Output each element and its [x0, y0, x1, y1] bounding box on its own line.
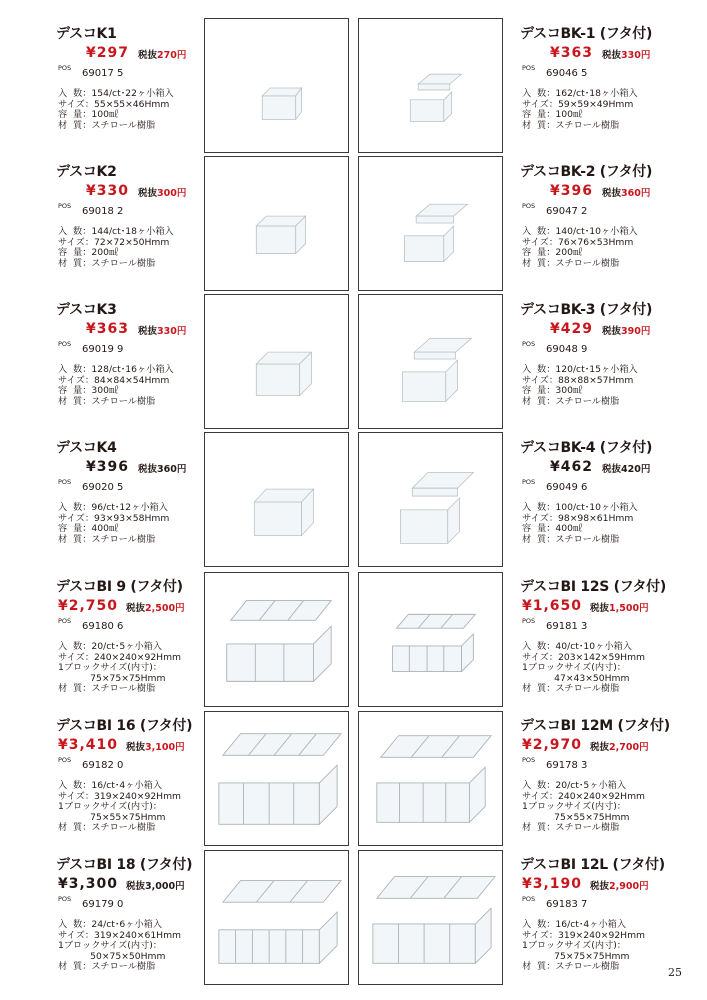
product-photo-bi12l — [358, 850, 503, 985]
product-photo-k2 — [204, 156, 349, 291]
pos-number: 69183 7 — [546, 899, 588, 910]
spec-list: 入 数：24/ct･6ヶ小箱入 サイズ：319×240×61Hmm 1ブロックサイズ(内寸)： 50×75×50Hmm 材 質：スチロール樹脂 — [58, 919, 181, 973]
spec-list: 入 数：140/ct･10ヶ小箱入 サイズ：76×76×53Hmm 容 量：200㎖ 材 質：スチロール樹脂 — [522, 226, 638, 269]
pos-label: POS — [58, 617, 72, 625]
clear-lidded-box-icon — [359, 433, 502, 566]
product-photo-bi12s — [358, 572, 503, 707]
price-tax-excl: 税抜3,100円 — [126, 742, 185, 753]
price-tax-incl: ¥363 — [86, 321, 129, 337]
clear-lidded-box-icon — [359, 157, 502, 290]
pos-number: 69049 6 — [546, 482, 588, 493]
price-tax-incl: ¥330 — [86, 183, 129, 199]
product-name: デスコK3 — [56, 302, 117, 318]
clear-box-icon — [205, 19, 348, 152]
product-photo-k1 — [204, 18, 349, 153]
product-name: デスコK4 — [56, 440, 117, 456]
spec-list: 入 数：20/ct･5ヶ小箱入 サイズ：240×240×92Hmm 1ブロックサイズ(内寸)： 75×55×75Hmm 材 質：スチロール樹脂 — [522, 780, 645, 834]
price-tax-incl: ¥396 — [550, 183, 593, 199]
clear-lidded-box-icon — [359, 19, 502, 152]
pos-number: 69180 6 — [82, 621, 124, 632]
price-tax-excl: 税抜2,900円 — [590, 881, 649, 892]
spec-list: 入 数：144/ct･18ヶ小箱入 サイズ：72×72×50Hmm 容 量：200㎖ 材 質：スチロール樹脂 — [58, 226, 174, 269]
pos-number: 69178 3 — [546, 760, 588, 771]
product-photo-bi18 — [204, 850, 349, 985]
spec-list: 入 数：96/ct･12ヶ小箱入 サイズ：93×93×58Hmm 容 量：400㎖ 材 質：スチロール樹脂 — [58, 502, 170, 545]
spec-list: 入 数：128/ct･16ヶ小箱入 サイズ：84×84×54Hmm 容 量：300㎖ 材 質：スチロール樹脂 — [58, 364, 174, 407]
clear-partition-box-icon — [359, 573, 502, 706]
pos-label: POS — [522, 202, 536, 210]
spec-list: 入 数：16/ct･4ヶ小箱入 サイズ：319×240×92Hmm 1ブロックサイズ(内寸)： 75×55×75Hmm 材 質：スチロール樹脂 — [58, 780, 181, 834]
product-photo-bk1 — [358, 18, 503, 153]
pos-label: POS — [58, 202, 72, 210]
product-photo-bk4 — [358, 432, 503, 567]
price-tax-incl: ¥1,650 — [522, 598, 583, 614]
price-tax-incl: ¥3,300 — [58, 876, 119, 892]
price-tax-incl: ¥2,970 — [522, 737, 583, 753]
pos-label: POS — [58, 756, 72, 764]
pos-number: 69019 9 — [82, 344, 124, 355]
product-name: デスコBK-2 (フタ付) — [520, 164, 653, 180]
clear-lidded-box-icon — [359, 295, 502, 428]
price-tax-excl: 税抜270円 — [138, 50, 187, 61]
price-tax-incl: ¥3,190 — [522, 876, 583, 892]
pos-label: POS — [522, 478, 536, 486]
price-tax-incl: ¥396 — [86, 459, 129, 475]
product-name: デスコBI 18 (フタ付) — [56, 857, 193, 873]
price-tax-excl: 税抜2,700円 — [590, 742, 649, 753]
price-tax-excl: 税抜360円 — [138, 464, 187, 475]
product-name: デスコK1 — [56, 26, 117, 42]
product-photo-bi9 — [204, 572, 349, 707]
pos-label: POS — [522, 895, 536, 903]
product-name: デスコBI 12M (フタ付) — [520, 718, 670, 734]
pos-label: POS — [522, 340, 536, 348]
product-photo-bi16 — [204, 711, 349, 846]
clear-partition-box-icon — [359, 712, 502, 845]
pos-label: POS — [58, 64, 72, 72]
clear-box-icon — [205, 433, 348, 566]
clear-partition-box-icon — [205, 712, 348, 845]
price-tax-incl: ¥297 — [86, 45, 129, 61]
pos-number: 69179 0 — [82, 899, 124, 910]
spec-list: 入 数：100/ct･10ヶ小箱入 サイズ：98×98×61Hmm 容 量：400㎖ 材 質：スチロール樹脂 — [522, 502, 638, 545]
price-tax-excl: 税抜330円 — [138, 326, 187, 337]
product-name: デスコBI 16 (フタ付) — [56, 718, 193, 734]
price-tax-excl: 税抜420円 — [602, 464, 651, 475]
pos-label: POS — [58, 340, 72, 348]
price-tax-excl: 税抜300円 — [138, 188, 187, 199]
price-tax-excl: 税抜390円 — [602, 326, 651, 337]
price-tax-incl: ¥2,750 — [58, 598, 119, 614]
product-name: デスコBI 12S (フタ付) — [520, 579, 666, 595]
price-tax-excl: 税抜2,500円 — [126, 603, 185, 614]
pos-label: POS — [522, 756, 536, 764]
pos-number: 69048 9 — [546, 344, 588, 355]
clear-box-icon — [205, 157, 348, 290]
price-tax-incl: ¥462 — [550, 459, 593, 475]
product-name: デスコBK-4 (フタ付) — [520, 440, 653, 456]
pos-label: POS — [58, 478, 72, 486]
product-name: デスコBK-1 (フタ付) — [520, 26, 653, 42]
pos-number: 69182 0 — [82, 760, 124, 771]
product-photo-bk3 — [358, 294, 503, 429]
pos-number: 69181 3 — [546, 621, 588, 632]
pos-label: POS — [522, 64, 536, 72]
product-photo-bk2 — [358, 156, 503, 291]
pos-number: 69020 5 — [82, 482, 124, 493]
product-name: デスコBK-3 (フタ付) — [520, 302, 653, 318]
pos-number: 69046 5 — [546, 68, 588, 79]
pos-label: POS — [522, 617, 536, 625]
price-tax-incl: ¥3,410 — [58, 737, 119, 753]
product-photo-k3 — [204, 294, 349, 429]
product-name: デスコK2 — [56, 164, 117, 180]
spec-list: 入 数：40/ct･10ヶ小箱入 サイズ：203×142×59Hmm 1ブロックサイズ(内寸)： 47×43×50Hmm 材 質：スチロール樹脂 — [522, 641, 645, 695]
clear-partition-box-icon — [359, 851, 502, 984]
product-name: デスコBI 9 (フタ付) — [56, 579, 183, 595]
price-tax-incl: ¥363 — [550, 45, 593, 61]
price-tax-excl: 税抜3,000円 — [126, 881, 185, 892]
pos-number: 69017 5 — [82, 68, 124, 79]
pos-number: 69047 2 — [546, 206, 588, 217]
price-tax-excl: 税抜360円 — [602, 188, 651, 199]
clear-box-icon — [205, 295, 348, 428]
clear-partition-box-icon — [205, 573, 348, 706]
pos-label: POS — [58, 895, 72, 903]
spec-list: 入 数：20/ct･5ヶ小箱入 サイズ：240×240×92Hmm 1ブロックサイズ(内寸)： 75×75×75Hmm 材 質：スチロール樹脂 — [58, 641, 181, 695]
spec-list: 入 数：16/ct･4ヶ小箱入 サイズ：319×240×92Hmm 1ブロックサイズ(内寸)： 75×75×75Hmm 材 質：スチロール樹脂 — [522, 919, 645, 973]
spec-list: 入 数：162/ct･18ヶ小箱入 サイズ：59×59×49Hmm 容 量：100㎖ 材 質：スチロール樹脂 — [522, 88, 638, 131]
product-photo-bi12m — [358, 711, 503, 846]
spec-list: 入 数：154/ct･22ヶ小箱入 サイズ：55×55×46Hmm 容 量：100㎖ 材 質：スチロール樹脂 — [58, 88, 174, 131]
price-tax-incl: ¥429 — [550, 321, 593, 337]
price-tax-excl: 税抜330円 — [602, 50, 651, 61]
spec-list: 入 数：120/ct･15ヶ小箱入 サイズ：88×88×57Hmm 容 量：300㎖ 材 質：スチロール樹脂 — [522, 364, 638, 407]
product-photo-k4 — [204, 432, 349, 567]
product-name: デスコBI 12L (フタ付) — [520, 857, 665, 873]
pos-number: 69018 2 — [82, 206, 124, 217]
page-number: 25 — [668, 966, 682, 979]
price-tax-excl: 税抜1,500円 — [590, 603, 649, 614]
clear-partition-box-icon — [205, 851, 348, 984]
